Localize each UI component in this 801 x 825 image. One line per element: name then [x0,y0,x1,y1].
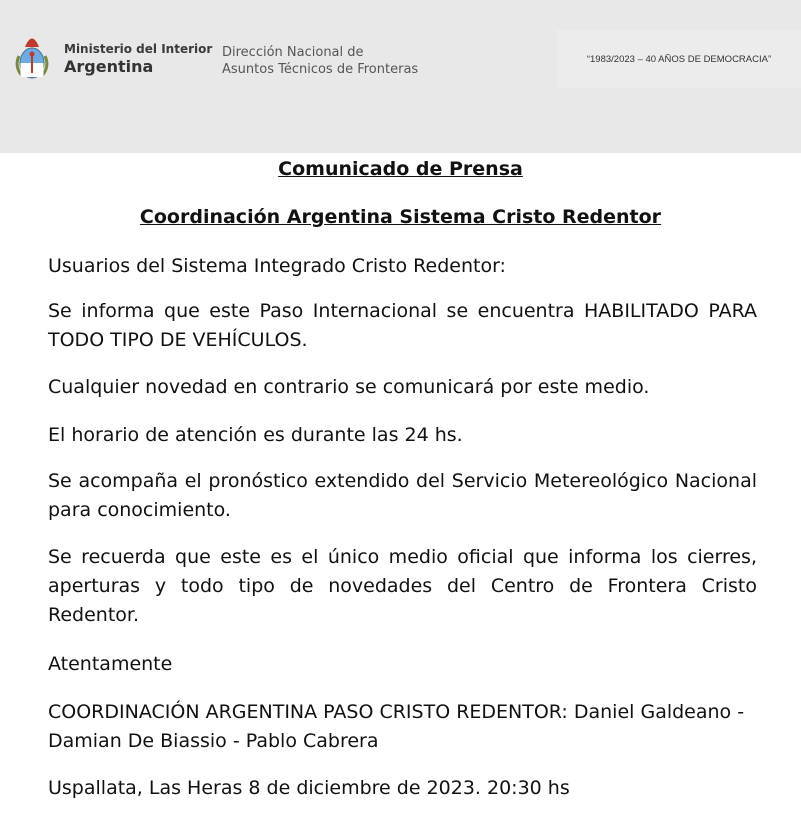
document-title: Comunicado de Prensa [278,158,523,180]
ministry-name: Ministerio del Interior [64,42,213,56]
department-name [222,44,418,78]
department-line-1: Dirección Nacional de [222,45,364,60]
status-paragraph: Se informa que este Paso Internacional se encuentra HABILITADO PARA TODO TIPO DE VEHÍCULOS. [48,300,757,351]
official-channel-paragraph: Se recuerda que este es el único medio oficial que informa los cierres, aperturas y todo tipo de novedades del Centro de Frontera Cristo Redentor. [48,546,757,626]
forecast-paragraph: Se acompaña el pronóstico extendido del Servicio Metereológico Nacional para conocimiento. [48,470,757,521]
page-header [0,0,801,153]
department-line-2: Asuntos Técnicos de Fronteras [222,62,419,77]
notice-paragraph: Cualquier novedad en contrario se comunicará por este medio. [48,376,650,398]
date-paragraph: Uspallata, Las Heras 8 de diciembre de 2023. 20:30 hs [48,777,570,799]
document-subtitle: Coordinación Argentina Sistema Cristo Redentor [139,206,662,228]
country-name: Argentina [64,57,154,76]
ministry-logo-text [64,42,212,77]
argentina-coat-of-arms-icon [14,28,50,84]
signatories-paragraph: COORDINACIÓN ARGENTINA PASO CRISTO REDENTOR: Daniel Galdeano - Damian De Biassio - Pablo Cabrera [48,701,745,752]
hours-paragraph: El horario de atención es durante las 24 hs. [48,424,463,446]
greeting-paragraph: Usuarios del Sistema Integrado Cristo Redentor: [48,255,506,277]
closing-paragraph: Atentamente [48,653,173,675]
anniversary-slogan: “1983/2023 – 40 AÑOS DE DEMOCRACIA” [557,30,801,88]
